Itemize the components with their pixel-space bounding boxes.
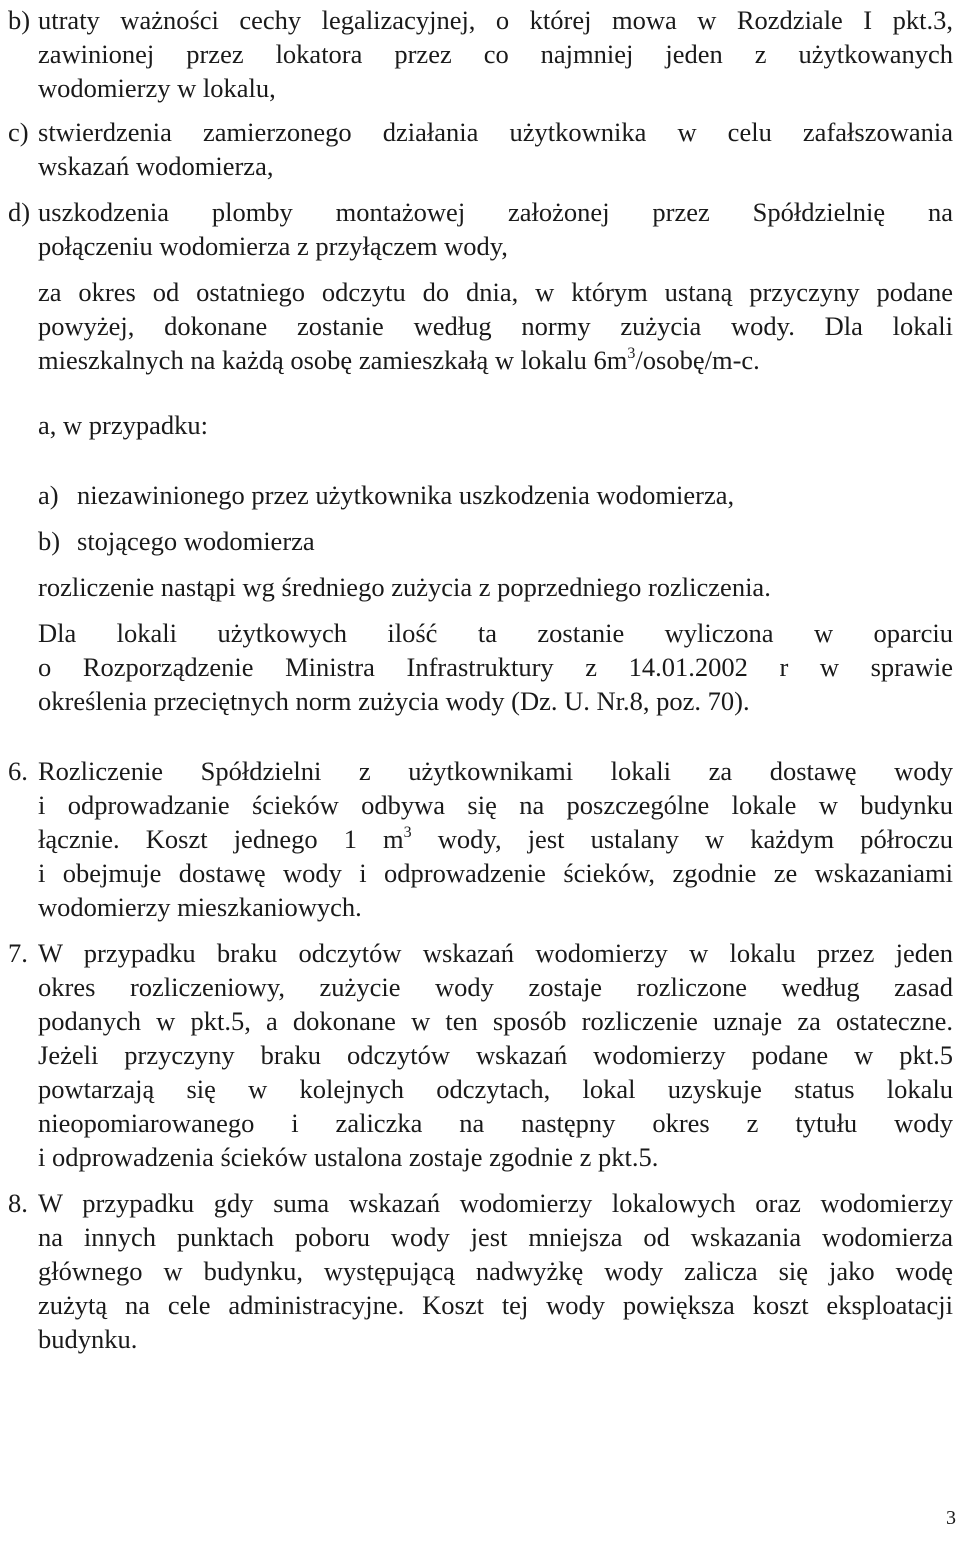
text-line: głównego w budynku, występującą nadwyżkę wody zalicza się jako wodę — [38, 1256, 953, 1286]
text-line: mieszkalnych na każdą osobę zamieszkałą w lokalu $6m^3/osobę/m-c$. — [38, 345, 760, 375]
text-line: utraty ważności cechy legalizacyjnej, o której mowa w Rozdziale I pkt.3, — [38, 5, 953, 35]
text-line: na innych punktach poboru wody jest mniejsza od wskazania wodomierza — [38, 1222, 953, 1252]
superscript: 3 — [627, 345, 636, 362]
list-label: a) — [38, 480, 59, 510]
text-line: wodomierzy w lokalu, — [38, 73, 276, 103]
text-line: niezawinionego przez użytkownika uszkodzenia wodomierza, — [77, 480, 735, 510]
text-line: nieopomiarowanego i zaliczka na następny okres z tytułu wody — [38, 1108, 953, 1138]
text-line: łącznie. Koszt jednego 1 $m^3$ wody, jest ustalany w każdym półroczu — [38, 824, 953, 854]
text-line: stojącego wodomierza — [77, 526, 315, 556]
text-line: powyżej, dokonane zostanie według normy zużycia wody. Dla lokali — [38, 311, 953, 341]
text-line: wskazań wodomierza, — [38, 151, 274, 181]
list-label: d) — [8, 197, 31, 227]
list-label: b) — [38, 526, 61, 556]
text-line: uszkodzenia plomby montażowej założonej przez Spółdzielnię na — [38, 197, 953, 227]
text-line: Rozliczenie Spółdzielni z użytkownikami lokali za dostawę wody — [38, 756, 953, 786]
text-line: określenia przeciętnych norm zużycia wody (Dz. U. Nr.8, poz. 70). — [38, 686, 750, 716]
text-line: i obejmuje dostawę wody i odprowadzenie ścieków, zgodnie ze wskazaniami — [38, 858, 953, 888]
text-line: i odprowadzanie ścieków odbywa się na poszczególne lokale w budynku — [38, 790, 953, 820]
text-line: połączeniu wodomierza z przyłączem wody, — [38, 231, 508, 261]
paragraph-case-intro: a, w przypadku: — [38, 410, 208, 440]
text-line: powtarzają się w kolejnych odczytach, lokal uzyskuje status lokalu — [38, 1074, 953, 1104]
text-line: Dla lokali użytkowych ilość ta zostanie wyliczona w oparciu — [38, 618, 953, 648]
text-line: zużytą na cele administracyjne. Koszt tej wody powiększa koszt eksploatacji — [38, 1290, 953, 1320]
paragraph-settlement: rozliczenie nastąpi wg średniego zużycia z poprzedniego rozliczenia. — [38, 572, 771, 602]
text-line: W przypadku braku odczytów wskazań wodomierzy w lokalu przez jeden — [38, 938, 953, 968]
item-number: 8. — [8, 1188, 28, 1218]
text-line: W przypadku gdy suma wskazań wodomierzy lokalowych oraz wodomierzy — [38, 1188, 953, 1218]
text-line: i odprowadzenia ścieków ustalona zostaje zgodnie z pkt.5. — [38, 1142, 659, 1172]
list-label: c) — [8, 117, 29, 147]
text-line: za okres od ostatniego odczytu do dnia, w którym ustaną przyczyny podane — [38, 277, 953, 307]
text-line: wodomierzy mieszkaniowych. — [38, 892, 362, 922]
text-line: budynku. — [38, 1324, 138, 1354]
page-number: 3 — [946, 1507, 956, 1529]
item-number: 6. — [8, 756, 28, 786]
list-label: b) — [8, 5, 31, 35]
text-line: okres rozliczeniowy, zużycie wody zostaje rozliczone według zasad — [38, 972, 953, 1002]
text-line: Jeżeli przyczyny braku odczytów wskazań wodomierzy podane w pkt.5 — [38, 1040, 953, 1070]
text-line: o Rozporządzenie Ministra Infrastruktury z 14.01.2002 r w sprawie — [38, 652, 953, 682]
superscript: 3 — [403, 824, 412, 841]
item-number: 7. — [8, 938, 28, 968]
text-line: podanych w pkt.5, a dokonane w ten sposób rozliczenie uznaje za ostateczne. — [38, 1006, 953, 1036]
text-line: zawinionej przez lokatora przez co najmniej jeden z użytkowanych — [38, 39, 953, 69]
text-line: stwierdzenia zamierzonego działania użytkownika w celu zafałszowania — [38, 117, 953, 147]
